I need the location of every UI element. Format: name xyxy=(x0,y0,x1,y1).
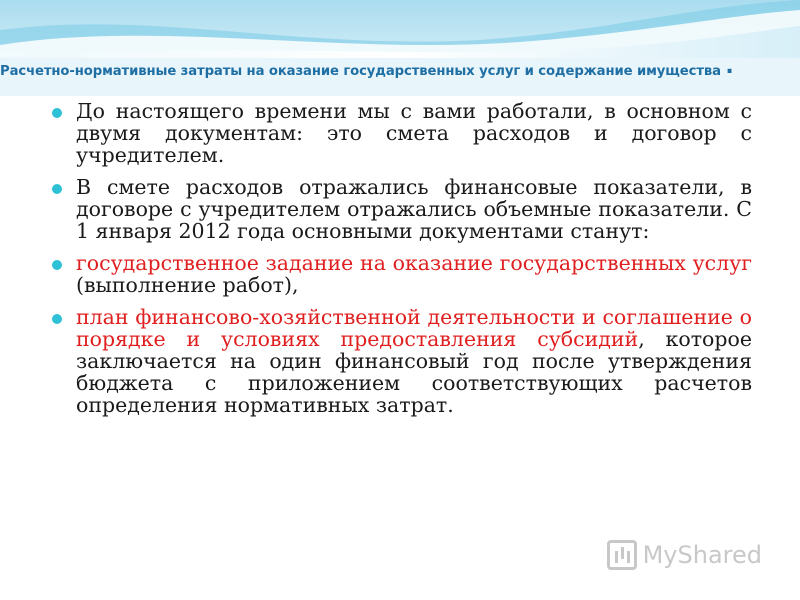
slide-body xyxy=(48,100,752,426)
bullet-dot-icon xyxy=(52,314,62,324)
bullet-item-3 xyxy=(48,252,752,296)
bullet-dot-icon xyxy=(52,108,62,118)
bullet-dot-icon xyxy=(52,260,62,270)
bullet-dot-icon xyxy=(52,184,62,194)
bullet-item-2 xyxy=(48,176,752,242)
watermark xyxy=(607,540,762,570)
bullet-item-1 xyxy=(48,100,752,166)
bullet-text: (выполнение работ), xyxy=(76,273,299,297)
header-banner xyxy=(0,0,800,96)
bullet-highlight-text: государственное задание на оказание государственных услуг xyxy=(76,251,752,275)
slide-title xyxy=(0,54,800,79)
bullet-list xyxy=(48,100,752,416)
bullet-text: , которое заключается на один финансовый год после утверждения бюджета с приложением соответствующих расчетов определения нормативных затрат. xyxy=(76,327,752,417)
bullet-item-4 xyxy=(48,306,752,416)
watermark-text: MyShared xyxy=(642,541,762,569)
bullet-text: До настоящего времени мы с вами работали, в основном с двумя документам: это смета расходов и договор с учредителем. xyxy=(76,99,752,167)
slide-title-text: Расчетно-нормативные затраты на оказание государственных услуг и содержание имущества xyxy=(0,64,721,79)
chart-icon xyxy=(607,540,637,570)
bullet-highlight-text: план финансово-хозяйственной деятельности и соглашение о порядке и условиях предоставления субсидий xyxy=(76,305,752,351)
banner-wave-graphic xyxy=(0,0,800,96)
slide-title-dot: . xyxy=(725,54,734,79)
bullet-text: В смете расходов отражались финансовые показатели, в договоре с учредителем отражались объемные показатели. С 1 января 2012 года основными документами станут: xyxy=(76,175,752,243)
